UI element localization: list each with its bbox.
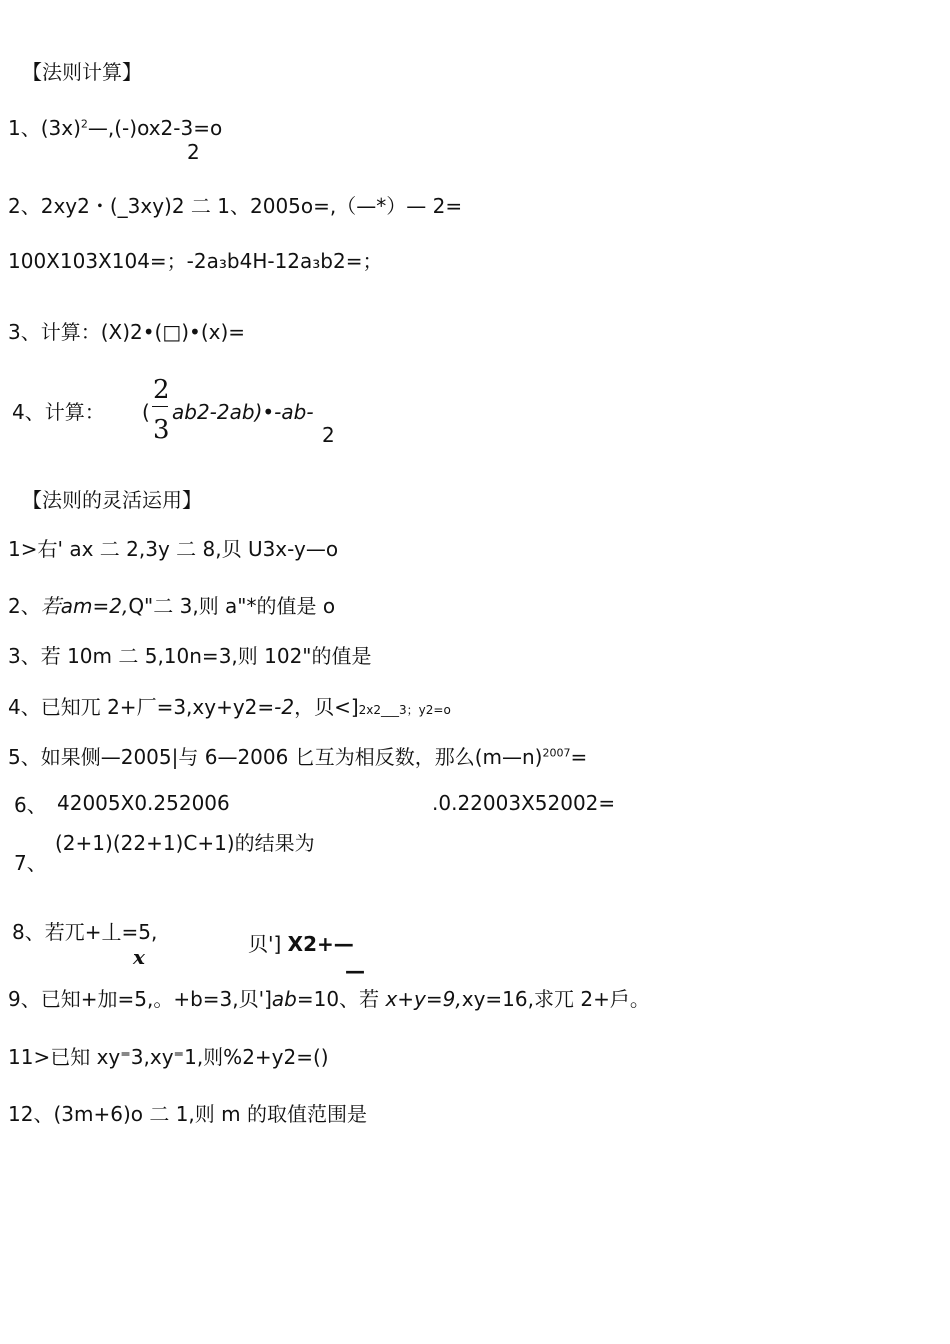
question-2-9-part-b: =10、若 <box>296 987 380 1011</box>
question-4-label: 4、计算： <box>12 400 105 424</box>
question-2-8-then: 贝'] <box>248 932 282 956</box>
question-2-9-italic-xy: x+y <box>385 987 426 1011</box>
question-2-4-middle: ，贝<] <box>294 695 359 719</box>
question-1-part-b: —,(-)ox2-3=o <box>87 116 223 140</box>
question-1-part-a: 1、(3x) <box>8 116 81 140</box>
question-2-2-suffix: Q"二 3,则 a"*的值是 o <box>128 594 336 618</box>
question-2-9-part-a: 9、已知+加=5,。+b=3,贝'] <box>8 987 272 1011</box>
question-1 <box>8 116 222 140</box>
question-1-subscript: 2 <box>187 140 200 164</box>
question-2-4-small-text: 2x2___3；y2=o <box>358 703 451 717</box>
question-2-9 <box>8 987 650 1011</box>
fraction-bar <box>152 406 168 407</box>
question-2-4-italic: =-2 <box>257 695 295 719</box>
question-2-11: 11>已知 xy⁼3,xy⁼1,则%2+y2=() <box>8 1045 329 1069</box>
question-2-1: 1>右' ax 二 2,3y 二 8,贝 U3x-y—o <box>8 537 339 561</box>
question-2-7-number: 7、 <box>14 851 47 875</box>
question-2-2-prefix: 2、 <box>8 594 41 618</box>
question-2-8-dash: — <box>345 959 365 983</box>
section-heading-flexible-use: 【法则的灵活运用】 <box>22 488 202 512</box>
question-2-3: 3、若 10m 二 5,10n=3,则 102"的值是 <box>8 644 372 668</box>
question-2-5-prefix: 5、如果侧—2005|与 6—2006 匕互为相反数，那么(m—n) <box>8 745 543 769</box>
question-4-subscript: 2 <box>322 423 335 447</box>
question-2-9-part-d: xy=16,求兀 2+戶。 <box>461 987 650 1011</box>
question-4-open-paren: ( <box>142 400 150 424</box>
question-2-9-italic-ab: ab <box>271 987 297 1011</box>
question-2-6-part-a: 42005X0.252006 <box>57 791 230 815</box>
question-2: 2、2xy2・(_3xy)2 二 1、2005o=,（—*）— 2= <box>8 194 463 218</box>
question-2-8-part-a: 8、若兀+丄=5, <box>12 920 158 944</box>
section-heading-rule-calc: 【法则计算】 <box>22 60 142 84</box>
question-2-8-part-b <box>248 932 354 956</box>
question-2-4 <box>8 695 451 722</box>
question-3: 3、计算：(X)2•(□)•(x)= <box>8 320 246 344</box>
question-2-4-prefix: 4、已知兀 2+厂=3,xy+y2 <box>8 695 258 719</box>
question-2-5-suffix: = <box>570 745 588 769</box>
question-2-5-exponent: 2007 <box>542 746 571 760</box>
question-1-exponent: 2 <box>80 117 88 131</box>
fraction-numerator: 2 <box>153 375 170 405</box>
question-2-9-equals: = <box>425 987 443 1011</box>
question-2-6-number: 6、 <box>14 793 47 817</box>
question-2-8-expression: X2+— <box>287 932 354 956</box>
question-2-8-x: x <box>133 945 145 969</box>
question-2-12: 12、(3m+6)o 二 1,则 m 的取值范围是 <box>8 1102 367 1126</box>
question-2-6-part-b: .0.22003X52002= <box>432 791 616 815</box>
question-2-9-italic-9: 9, <box>442 987 462 1011</box>
question-2-continued: 100X103X104=；-2a₃b4H-12a₃b2=； <box>8 249 383 273</box>
question-2-2 <box>8 594 335 618</box>
question-2-5 <box>8 745 587 769</box>
question-2-7-text: (2+1)(22+1)C+1)的结果为 <box>55 831 315 855</box>
question-2-2-italic: 若am=2, <box>40 594 129 618</box>
fraction-denominator: 3 <box>153 415 170 445</box>
question-4-expression: ab2-2ab)•-ab- <box>172 400 314 424</box>
